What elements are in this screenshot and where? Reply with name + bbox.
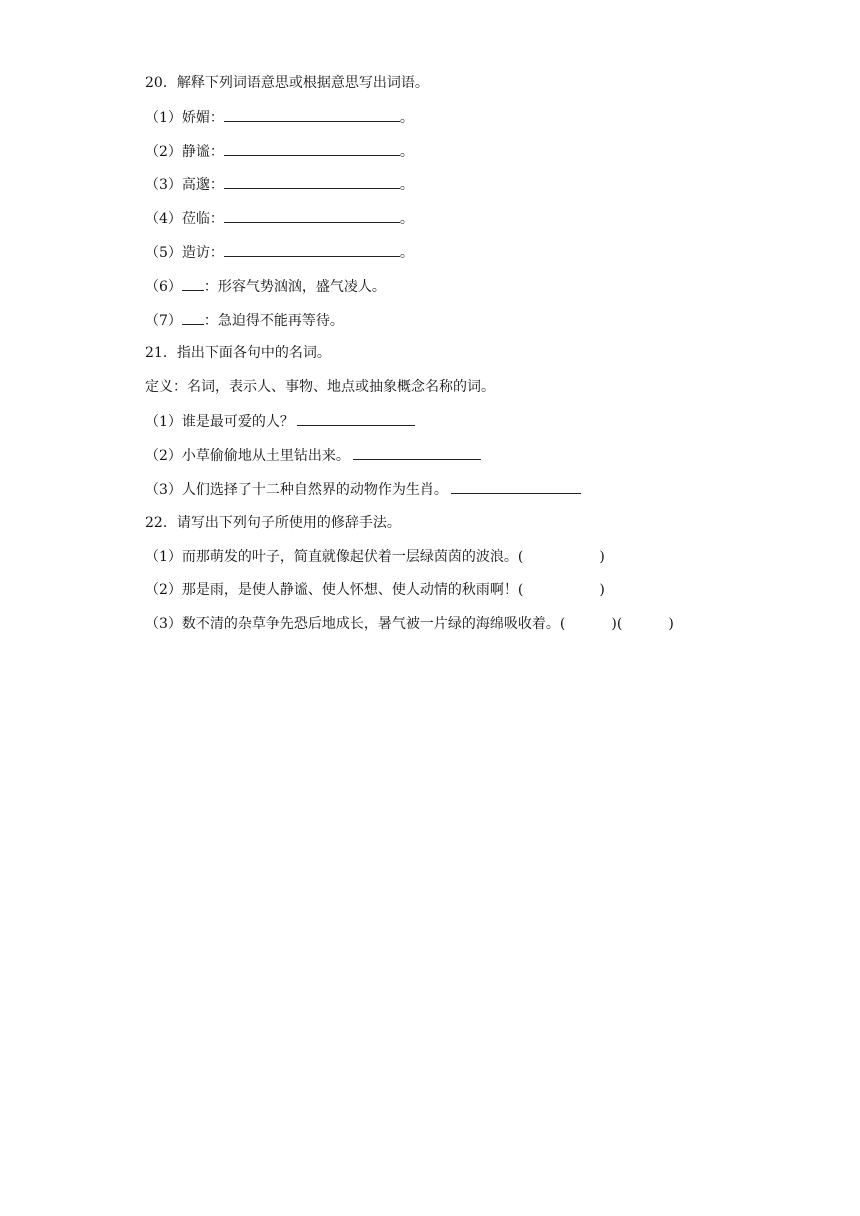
q20-item-6-blank[interactable] — [182, 277, 204, 291]
q20-item-5-label: （5）造访： — [145, 245, 224, 261]
question-22-title: 22．请写出下列句子所使用的修辞手法。 — [145, 515, 401, 531]
q20-item-1: （1）娇媚： 。 — [145, 110, 414, 126]
q20-item-5-blank[interactable] — [224, 243, 400, 257]
q21-item-1: （1）谁是最可爱的人？ — [145, 412, 415, 431]
q20-item-7-label: （7） — [145, 313, 182, 329]
q20-item-4-blank[interactable] — [224, 209, 400, 223]
question-21-title: 21．指出下面各句中的名词。 — [145, 345, 331, 361]
q21-item-3: （3）人们选择了十二种自然界的动物作为生肖。 — [145, 480, 581, 499]
q20-item-1-blank[interactable] — [224, 108, 400, 122]
q20-item-2-label: （2）静谧： — [145, 144, 224, 160]
q20-item-6-label: （6） — [145, 279, 182, 295]
q21-definition: 定义：名词，表示人、事物、地点或抽象概念名称的词。 — [145, 379, 495, 395]
q20-item-3: （3）高邈： 。 — [145, 177, 414, 193]
q20-item-4-label: （4）莅临： — [145, 211, 224, 227]
q22-item-2: （2）那是雨，是使人静谧、使人怀想、使人动情的秋雨啊！( ) — [145, 582, 605, 598]
q20-item-4: （4）莅临： 。 — [145, 211, 414, 227]
q20-item-7: （7） ：急迫得不能再等待。 — [145, 313, 344, 329]
q21-item-1-blank[interactable] — [297, 412, 415, 426]
q20-item-2-blank[interactable] — [224, 142, 400, 156]
q21-item-2: （2）小草偷偷地从土里钻出来。 — [145, 446, 481, 465]
q20-item-5: （5）造访： 。 — [145, 245, 414, 261]
q21-item-2-blank[interactable] — [353, 446, 481, 460]
q20-item-1-label: （1）娇媚： — [145, 110, 224, 126]
q21-item-3-blank[interactable] — [451, 480, 581, 494]
q20-item-2: （2）静谧： 。 — [145, 144, 414, 160]
question-20-title: 20．解释下列词语意思或根据意思写出词语。 — [145, 75, 429, 91]
q22-item-3: （3）数不清的杂草争先恐后地成长，暑气被一片绿的海绵吸收着。( )( ) — [145, 616, 674, 632]
q20-item-6: （6） ：形容气势汹汹，盛气凌人。 — [145, 279, 386, 295]
q22-item-1: （1）而那萌发的叶子，简直就像起伏着一层绿茵茵的波浪。( ) — [145, 549, 605, 565]
q20-item-7-blank[interactable] — [182, 311, 204, 325]
q20-item-3-label: （3）高邈： — [145, 177, 224, 193]
q20-item-3-blank[interactable] — [224, 175, 400, 189]
